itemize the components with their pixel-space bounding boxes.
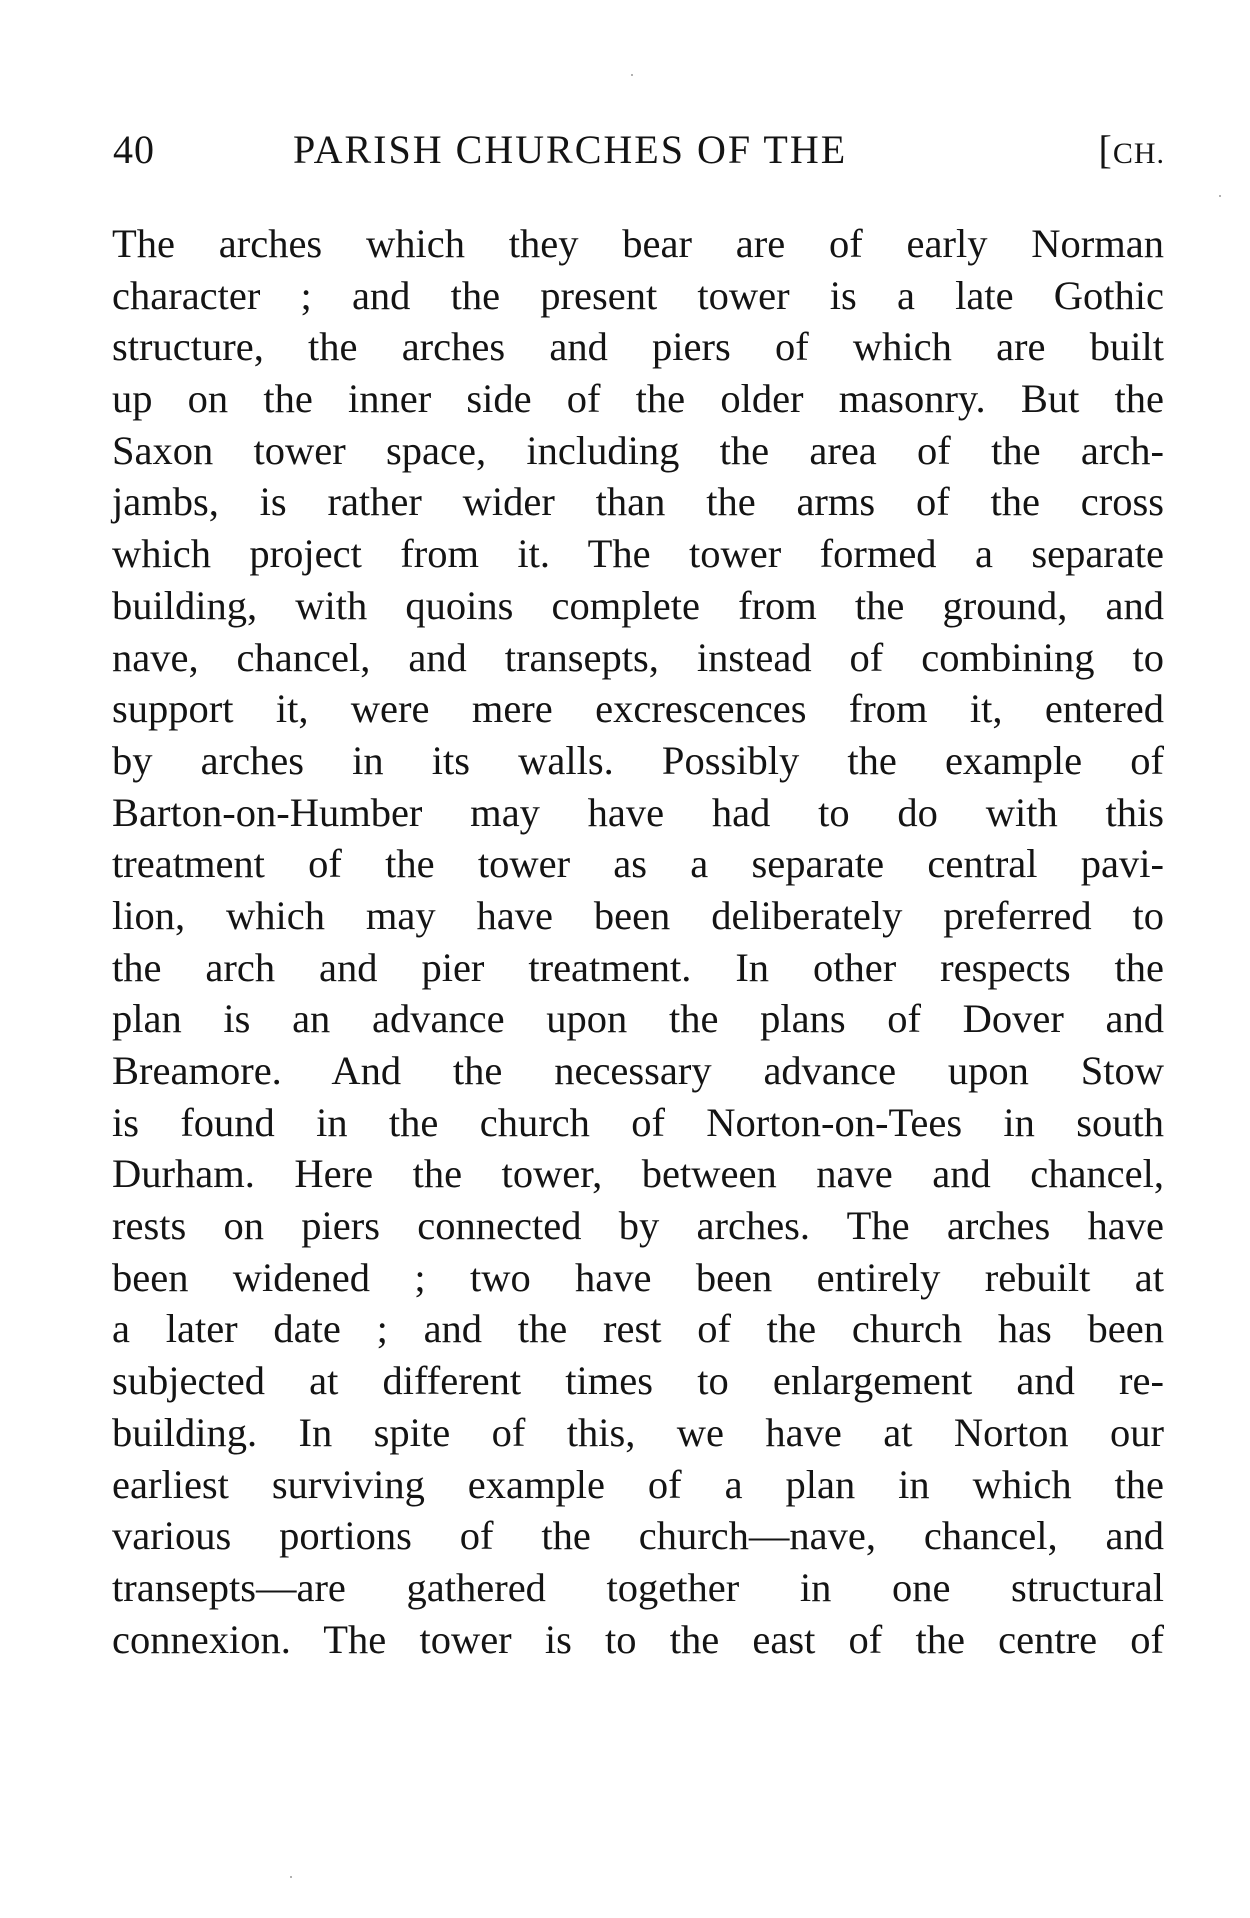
text-line: character ; and the present tower is a late Gothic: [112, 272, 1164, 318]
text-line: Saxon tower space, including the area of the arch-: [112, 427, 1164, 473]
text-line: various portions of the church—nave, chancel, and: [112, 1513, 1164, 1559]
text-line: rests on piers connected by arches. The arches have: [112, 1203, 1164, 1249]
paper-speck: [631, 74, 633, 76]
text-line: The arches which they bear are of early Norman: [112, 221, 1164, 266]
text-line: earliest surviving example of a plan in which the: [112, 1461, 1164, 1507]
text-line: lion, which may have been deliberately preferred to: [112, 892, 1164, 938]
page-number: 40: [113, 127, 155, 172]
text-line: a later date ; and the rest of the church has been: [112, 1306, 1164, 1352]
running-title: PARISH CHURCHES OF THE: [293, 127, 848, 172]
chapter-bracket: [: [1098, 127, 1113, 172]
text-line: support it, were mere excrescences from it, entered: [112, 686, 1164, 732]
paper-speck: [290, 1876, 292, 1878]
text-line: by arches in its walls. Possibly the example of: [112, 737, 1164, 783]
running-head: [113, 126, 1165, 182]
text-line: been widened ; two have been entirely rebuilt at: [112, 1254, 1164, 1300]
text-line: the arch and pier treatment. In other respects the: [112, 944, 1164, 990]
text-line: Barton-on-Humber may have had to do with this: [112, 789, 1164, 835]
paper-speck: [1219, 195, 1221, 197]
text-line: building, with quoins complete from the ground, and: [112, 582, 1164, 628]
chapter-abbrev: CH.: [1112, 137, 1165, 170]
text-line: Breamore. And the necessary advance upon Stow: [112, 1048, 1164, 1093]
body-text: [112, 218, 1164, 1665]
text-line: structure, the arches and piers of which are built: [112, 324, 1164, 370]
text-line: Durham. Here the tower, between nave and chancel,: [112, 1151, 1164, 1197]
chapter-mark: [1098, 126, 1165, 173]
text-line: up on the inner side of the older masonry. But the: [112, 376, 1164, 422]
text-line: building. In spite of this, we have at Norton our: [112, 1409, 1164, 1455]
text-line: is found in the church of Norton-on-Tees in south: [112, 1099, 1164, 1145]
text-line: plan is an advance upon the plans of Dover and: [112, 996, 1164, 1042]
text-line: transepts—are gathered together in one structural: [112, 1564, 1164, 1610]
text-line: jambs, is rather wider than the arms of the cross: [112, 479, 1164, 525]
text-line: treatment of the tower as a separate central pavi-: [112, 841, 1164, 887]
text-line: which project from it. The tower formed a separate: [112, 531, 1164, 577]
text-line: connexion. The tower is to the east of the centre of: [112, 1616, 1164, 1662]
text-line: subjected at different times to enlargement and re-: [112, 1358, 1164, 1404]
text-line: nave, chancel, and transepts, instead of combining to: [112, 634, 1164, 680]
